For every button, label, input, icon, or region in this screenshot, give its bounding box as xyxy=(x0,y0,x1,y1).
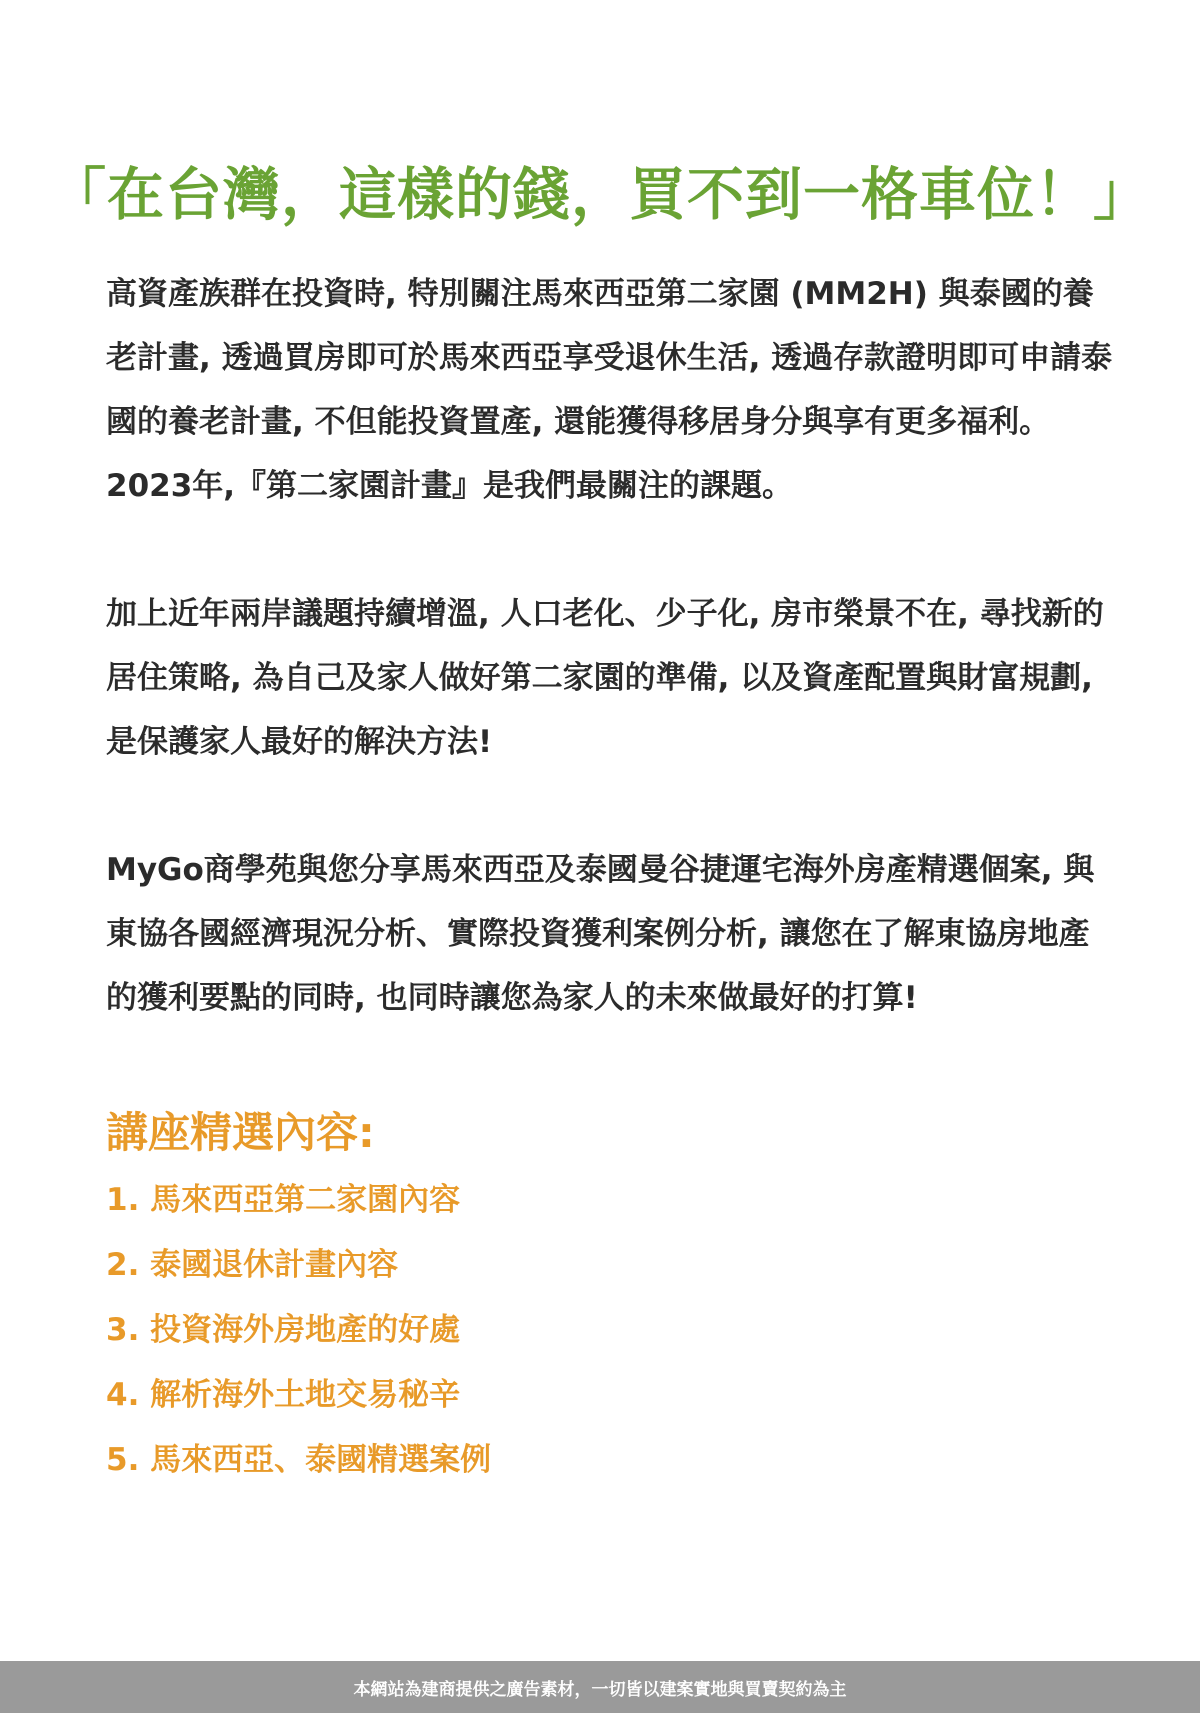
topic-item: 1. 馬來西亞第二家園內容 xyxy=(106,1182,461,1218)
topic-item: 3. 投資海外房地產的好處 xyxy=(106,1312,461,1348)
topics-list xyxy=(106,1168,1106,1493)
topic-item: 2. 泰國退休計畫內容 xyxy=(106,1247,399,1283)
disclaimer-text: 本網站為建商提供之廣告素材，一切皆以建案實地與買賣契約為主 xyxy=(353,1679,847,1700)
intro-paragraph-3: MyGo商學苑與您分享馬來西亞及泰國曼谷捷運宅海外房產精選個案, 與東協各國經濟現況分析、實際投資獲利案例分析, 讓您在了解東協房地產的獲利要點的同時, 也同時讓您為家人的未來做最好的打算! xyxy=(106,852,1095,1016)
topics-section xyxy=(106,1098,1106,1493)
intro-section xyxy=(106,262,1116,1030)
intro-paragraph-1: 高資產族群在投資時, 特別關注馬來西亞第二家園 (MM2H) 與泰國的養老計畫, 透過買房即可於馬來西亞享受退休生活, 透過存款證明即可申請泰國的養老計畫, 不但能投資置產, 還能獲得移居身分與享有更多福利。2023年,『第二家園計畫』是我們最關注的課題。 xyxy=(106,276,1113,504)
page-headline: 「在台灣，這樣的錢，買不到一格車位！」 xyxy=(49,162,1151,228)
topic-item: 4. 解析海外土地交易秘辛 xyxy=(106,1377,461,1413)
disclaimer-footer xyxy=(0,1661,1200,1713)
topics-heading: 講座精選內容: xyxy=(106,1108,375,1157)
topic-item: 5. 馬來西亞、泰國精選案例 xyxy=(106,1442,492,1478)
intro-paragraph-2: 加上近年兩岸議題持續增溫, 人口老化、少子化, 房市榮景不在, 尋找新的居住策略, 為自己及家人做好第二家園的準備, 以及資產配置與財富規劃, 是保護家人最好的解決方法! xyxy=(106,596,1104,760)
